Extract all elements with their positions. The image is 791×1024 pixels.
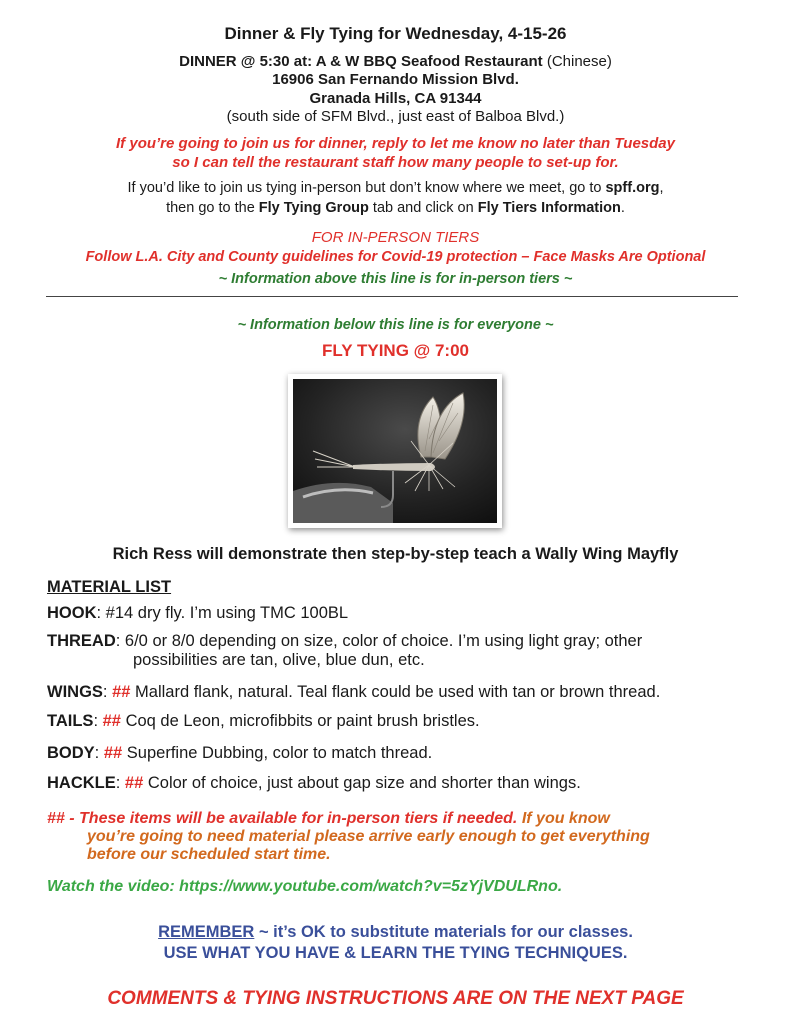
material-body bbox=[47, 744, 432, 763]
material-wings bbox=[47, 683, 660, 702]
availability-note bbox=[47, 810, 610, 828]
remember-word: REMEMBER bbox=[158, 923, 255, 941]
note-red-text: These items will be available for in-person tiers if needed. bbox=[79, 810, 518, 827]
tails-colon: : bbox=[93, 712, 103, 730]
video-link[interactable]: Watch the video: https://www.youtube.com/watch?v=5zYjVDULRno. bbox=[47, 878, 563, 895]
note-orange-text: If you know bbox=[517, 810, 610, 827]
above-line-note: ~ Information above this line is for in-person tiers ~ bbox=[218, 271, 573, 287]
wings-text: Mallard flank, natural. Teal flank could be used with tan or brown thread. bbox=[130, 683, 661, 701]
tails-marker: ## bbox=[102, 712, 121, 730]
tails-text: Coq de Leon, microfibbits or paint brush bristles. bbox=[120, 712, 480, 730]
dinner-line bbox=[0, 53, 791, 70]
material-thread-cont: possibilities are tan, olive, blue dun, etc. bbox=[133, 651, 425, 669]
body-marker: ## bbox=[103, 744, 123, 762]
hackle-label: HACKLE bbox=[47, 774, 116, 792]
covid-guidelines: Follow L.A. City and County guidelines for Covid-19 protection – Face Masks Are Optional bbox=[85, 249, 706, 265]
address-street: 16906 San Fernando Mission Blvd. bbox=[272, 71, 519, 88]
material-hackle bbox=[47, 774, 581, 793]
location-text: If you’d like to join us tying in-person but don’t know where we meet, go to bbox=[127, 180, 606, 196]
location-line-1 bbox=[0, 180, 791, 196]
location-punct: , bbox=[659, 180, 664, 196]
availability-note-3: before our scheduled start time. bbox=[87, 846, 331, 863]
wings-label: WINGS bbox=[47, 683, 103, 701]
address-city: Granada Hills, CA 91344 bbox=[309, 90, 482, 107]
fly-tying-group-tab: Fly Tying Group bbox=[258, 200, 369, 216]
material-thread bbox=[47, 632, 642, 651]
rsvp-line-2: so I can tell the restaurant staff how many people to set-up for. bbox=[172, 154, 619, 171]
fly-tiers-info-link: Fly Tiers Information bbox=[477, 200, 621, 216]
page-title: Dinner & Fly Tying for Wednesday, 4-15-26 bbox=[224, 24, 567, 43]
body-label: BODY bbox=[47, 744, 95, 762]
fly-tying-time: FLY TYING @ 7:00 bbox=[322, 341, 469, 360]
spff-link[interactable]: spff.org bbox=[605, 180, 660, 196]
body-text: Superfine Dubbing, color to match thread. bbox=[122, 744, 433, 762]
note-marker: ## - bbox=[47, 810, 80, 827]
hackle-colon: : bbox=[115, 774, 125, 792]
location-text-3: tab and click on bbox=[368, 200, 478, 216]
address-note: (south side of SFM Blvd., just east of Balboa Blvd.) bbox=[226, 108, 565, 125]
rsvp-line-1: If you’re going to join us for dinner, reply to let me know no later than Tuesday bbox=[116, 135, 675, 152]
in-person-heading: FOR IN-PERSON TIERS bbox=[311, 229, 480, 246]
location-punct-2: . bbox=[620, 200, 625, 216]
divider bbox=[46, 296, 738, 297]
hackle-text: Color of choice, just about gap size and shorter than wings. bbox=[143, 774, 581, 792]
below-line-note: ~ Information below this line is for everyone ~ bbox=[237, 317, 554, 333]
material-tails bbox=[47, 712, 480, 731]
demo-description: Rich Ress will demonstrate then step-by-step teach a Wally Wing Mayfly bbox=[112, 545, 679, 563]
hackle-marker: ## bbox=[124, 774, 144, 792]
remember-line-2: USE WHAT YOU HAVE & LEARN THE TYING TECHNIQUES. bbox=[163, 944, 628, 962]
dinner-venue: DINNER @ 5:30 at: A & W BBQ Seafood Restaurant bbox=[179, 53, 543, 70]
material-list-heading: MATERIAL LIST bbox=[47, 578, 172, 596]
location-line-2 bbox=[0, 200, 791, 216]
hook-text: : #14 dry fly. I’m using TMC 100BL bbox=[96, 604, 349, 622]
tails-label: TAILS bbox=[47, 712, 94, 730]
thread-text: : 6/0 or 8/0 depending on size, color of choice. I’m using light gray; other bbox=[115, 632, 643, 650]
remember-line bbox=[0, 923, 791, 942]
availability-note-2: you’re going to need material please arrive early enough to get everything bbox=[87, 828, 650, 845]
dinner-cuisine: (Chinese) bbox=[542, 53, 612, 70]
wings-marker: ## bbox=[112, 683, 131, 701]
body-colon: : bbox=[94, 744, 104, 762]
next-page-notice: COMMENTS & TYING INSTRUCTIONS ARE ON THE NEXT PAGE bbox=[107, 988, 684, 1009]
mayfly-photo bbox=[288, 374, 502, 528]
mayfly-image bbox=[293, 379, 497, 523]
wings-colon: : bbox=[102, 683, 113, 701]
remember-text: ~ it’s OK to substitute materials for our classes. bbox=[254, 923, 633, 941]
hook-label: HOOK bbox=[47, 604, 97, 622]
thread-label: THREAD bbox=[47, 632, 116, 650]
location-text-2: then go to the bbox=[166, 200, 259, 216]
mayfly-illustration bbox=[293, 379, 497, 523]
material-hook bbox=[47, 604, 348, 623]
